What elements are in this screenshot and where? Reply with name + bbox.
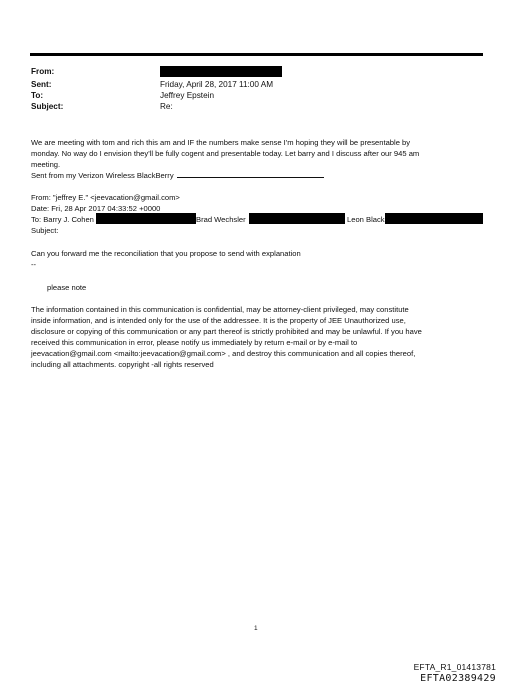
please-note: please note	[47, 283, 87, 292]
header-rule	[30, 53, 483, 56]
message-line: meeting.	[31, 160, 61, 169]
to-value: Jeffrey Epstein	[160, 91, 215, 100]
from-label: From:	[31, 67, 55, 76]
signature-text: Sent from my Verizon Wireless BlackBerry	[31, 171, 174, 180]
disclaimer-line: jeevacation@gmail.com <mailto:jeevacation@gmail.com> , and destroy this communication and all copies thereof,	[31, 349, 416, 358]
signature-line	[31, 170, 483, 181]
page-number: 1	[254, 625, 258, 632]
quoted-dashes: --	[31, 260, 37, 269]
disclaimer-line: inside information, and is intended only for the use of the addressee. It is the property of JEE Unauthorized use,	[31, 316, 406, 325]
redaction-to-2	[249, 213, 345, 224]
quoted-to-prefix: To: Barry J. Cohen	[31, 215, 94, 224]
message-line: monday. No way do I envision they'll be fully cogent and presentable today. Let barry and I discuss after our 945 am	[31, 149, 420, 158]
quoted-date: Date: Fri, 28 Apr 2017 04:33:52 +0000	[31, 204, 161, 213]
quoted-body	[31, 248, 483, 270]
disclaimer-line: received this communication in error, please notify us immediately by return e-mail or by e-mail to	[31, 338, 358, 347]
message-line: We are meeting with tom and rich this am and IF the numbers make sense I'm hoping they will be presentable by	[31, 138, 411, 147]
sent-label: Sent:	[31, 80, 52, 89]
quoted-to-name2: Brad Wechsler	[196, 215, 246, 224]
quoted-body-line: Can you forward me the reconciliation that you propose to send with explanation	[31, 249, 301, 258]
sent-value: Friday, April 28, 2017 11:00 AM	[160, 80, 274, 89]
bates-number-1: EFTA_R1_01413781	[413, 662, 496, 672]
to-label: To:	[31, 91, 44, 100]
redaction-to-3	[385, 213, 483, 224]
subject-value: Re:	[160, 102, 173, 111]
redaction-from	[160, 66, 282, 77]
quoted-subject: Subject:	[31, 226, 59, 235]
disclaimer-line: including all attachments. copyright -all rights reserved	[31, 360, 214, 369]
message-body	[31, 137, 483, 181]
quoted-from: From: "jeffrey E." <jeevacation@gmail.com>	[31, 193, 180, 202]
bates-number-2: EFTA02389429	[420, 673, 496, 684]
disclaimer-line: disclosure or copying of this communication or any part thereof is strictly prohibited and may be unlawful. If you have	[31, 327, 422, 336]
signature-underline	[177, 170, 324, 178]
disclaimer	[31, 304, 483, 370]
quoted-to-name3: Leon Black	[347, 215, 385, 224]
subject-label: Subject:	[31, 102, 64, 111]
redaction-to-1	[96, 213, 196, 224]
disclaimer-line: The information contained in this communication is confidential, may be attorney-client privileged, may constitute	[31, 305, 409, 314]
